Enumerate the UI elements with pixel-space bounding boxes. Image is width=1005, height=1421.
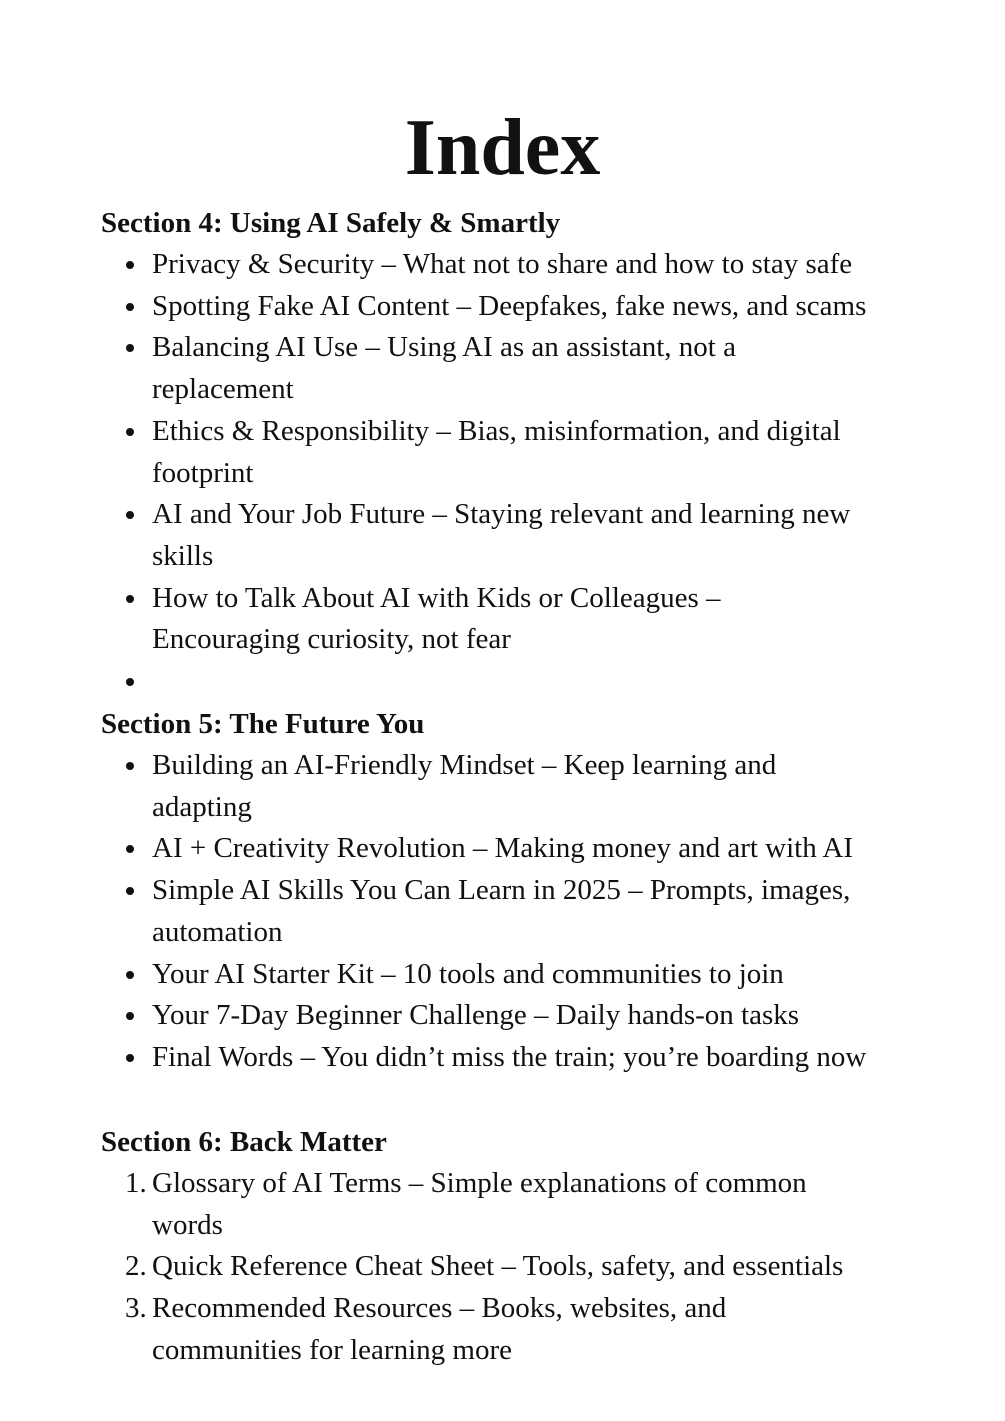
list-item <box>101 286 921 328</box>
section-heading: Section 6: Back Matter <box>101 1126 387 1158</box>
list-item <box>101 411 892 494</box>
bullet-icon <box>126 762 134 770</box>
section-heading: Section 5: The Future You <box>101 708 425 740</box>
list-item-text: Privacy & Security – What not to share and how to stay safe <box>152 248 853 280</box>
list-item-text: Quick Reference Cheat Sheet – Tools, safety, and essentials <box>152 1250 844 1283</box>
list-item <box>101 327 772 410</box>
list-item <box>101 1246 921 1288</box>
bullet-icon <box>126 303 134 311</box>
page-title: Index <box>404 104 601 192</box>
list-item-text: Your 7-Day Beginner Challenge – Daily hands-on tasks <box>152 999 800 1032</box>
section-4 <box>101 202 921 703</box>
bullet-icon <box>126 261 134 269</box>
list-number: 1. <box>125 1167 147 1199</box>
list-item-text: Ethics & Responsibility – Bias, misinformation, and digital footprint <box>152 414 841 489</box>
list-item <box>101 578 772 661</box>
list-item-text: Building an AI-Friendly Mindset – Keep learning and adapting <box>152 749 777 823</box>
list-item <box>101 954 921 996</box>
bullet-icon <box>126 344 134 352</box>
bullet-icon <box>126 971 134 979</box>
list-item-text: Simple AI Skills You Can Learn in 2025 – Prompts, images, automation <box>152 874 851 948</box>
section-6 <box>101 1121 921 1372</box>
list-number: 3. <box>125 1292 147 1325</box>
bullet-icon <box>126 678 134 686</box>
bullet-icon <box>126 511 134 519</box>
list-item <box>101 244 921 286</box>
list-item <box>101 1288 792 1371</box>
section-5 <box>101 703 921 1079</box>
list-item-text: Final Words – You didn’t miss the train; you’re boarding now <box>152 1040 867 1073</box>
bullet-list <box>101 244 921 703</box>
list-item <box>101 745 832 828</box>
list-item-text: Balancing AI Use – Using AI as an assistant, not a replacement <box>152 331 736 406</box>
bullet-icon <box>126 887 134 895</box>
bullet-icon <box>126 428 134 436</box>
numbered-list <box>101 1163 921 1372</box>
list-item <box>101 828 921 870</box>
bullet-icon <box>126 595 134 603</box>
list-item <box>101 995 921 1037</box>
list-item-text: AI and Your Job Future – Staying relevant and learning new skills <box>152 498 851 572</box>
list-item-text: Spotting Fake AI Content – Deepfakes, fake news, and scams <box>152 289 867 322</box>
list-item-text: How to Talk About AI with Kids or Colleagues – Encouraging curiosity, not fear <box>152 581 721 656</box>
bullet-list <box>101 745 921 1079</box>
list-item <box>101 1037 921 1079</box>
list-item <box>101 494 902 577</box>
list-item-text: Your AI Starter Kit – 10 tools and communities to join <box>152 957 784 990</box>
list-item-text: AI + Creativity Revolution – Making money and art with AI <box>152 832 853 865</box>
list-item <box>101 1163 872 1246</box>
list-item-text: Glossary of AI Terms – Simple explanations of common words <box>152 1167 807 1241</box>
bullet-icon <box>126 845 134 853</box>
list-number: 2. <box>125 1250 147 1283</box>
bullet-icon <box>126 1054 134 1062</box>
list-item-empty <box>101 661 921 703</box>
section-heading: Section 4: Using AI Safely & Smartly <box>101 207 561 239</box>
list-item <box>101 870 892 953</box>
list-item-text: Recommended Resources – Books, websites, and communities for learning more <box>152 1292 727 1366</box>
bullet-icon <box>126 1012 134 1020</box>
